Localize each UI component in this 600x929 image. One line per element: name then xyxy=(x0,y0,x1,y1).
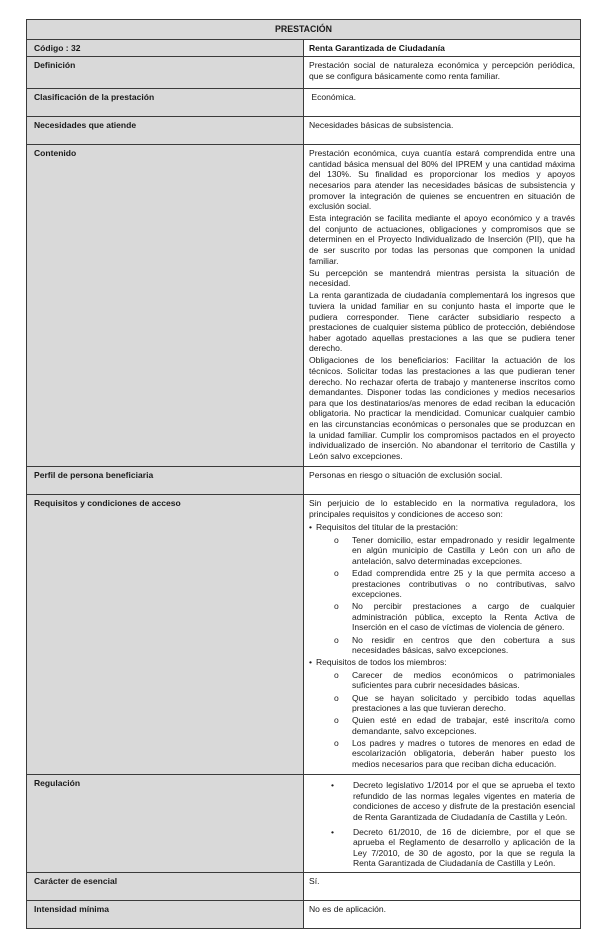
prestacion-table xyxy=(26,19,581,929)
requisitos-groups xyxy=(309,522,575,770)
definicion-value: Prestación social de naturaleza económica y percepción periódica, que se configura básicamente como renta familiar. xyxy=(304,57,581,89)
requisitos-label: Requisitos y condiciones de acceso xyxy=(27,494,304,774)
caracter-label: Carácter de esencial xyxy=(27,872,304,900)
perfil-value: Personas en riesgo o situación de exclusión social. xyxy=(304,466,581,494)
requisitos-group-title: Requisitos del titular de la prestación: xyxy=(316,522,459,533)
clasificacion-value xyxy=(304,89,581,117)
intensidad-label: Intensidad mínima xyxy=(27,900,304,928)
list-item: o Edad comprendida entre 25 y la que permita acceso a prestaciones contributivas o no contributivas, salvo excepciones. xyxy=(309,568,575,600)
list-item: • Decreto legislativo 1/2014 por el que se aprueba el texto refundido de las normas legales vigentes en materia de condiciones de acceso y disfrute de la prestación esencial de Renta Garantizada de Ciudadanía de Castilla y León. xyxy=(309,780,575,822)
requisitos-value xyxy=(304,494,581,774)
requisitos-group-titular xyxy=(309,522,575,656)
requisitos-group-miembros xyxy=(309,657,575,769)
codigo-value: Renta Garantizada de Ciudadanía xyxy=(304,39,581,57)
definicion-label: Definición xyxy=(27,57,304,89)
contenido-paragraph: Obligaciones de los beneficiarios: Facilitar la actuación de los técnicos. Solicitar todas las prestaciones a las que pudieran tener derecho. No rechazar oferta de trabajo y mantenerse inscritos como demandantes. Disponer todas las condiciones y medios necesarios para que los destinatarios/as menores de edad reciban la educación obligatoria. No practicar la mendicidad. Comunicar cualquier cambio en las circunstancias económicas o personales que se produzcan en la unidad familiar. Cumplir los compromisos pactados en el proyecto individualizado de inserción. No abandonar el territorio de Castilla y León salvo excepciones. xyxy=(309,355,575,461)
necesidades-label: Necesidades que atiende xyxy=(27,117,304,145)
list-item: • Decreto 61/2010, de 16 de diciembre, por el que se aprueba el Reglamento de desarrollo y aplicación de la Ley 7/2010, de 30 de agosto, por la que se regula la Renta Garantizada de Ciudadanía de Castilla y León. xyxy=(309,827,575,869)
necesidades-value: Necesidades básicas de subsistencia. xyxy=(304,117,581,145)
list-item: o Tener domicilio, estar empadronado y residir legalmente en algún municipio de Castilla y León con un año de antelación, salvo determinadas excepciones. xyxy=(309,535,575,567)
table-title: PRESTACIÓN xyxy=(27,20,581,40)
list-item: o Quien esté en edad de trabajar, esté inscrito/a como demandante, salvo excepciones. xyxy=(309,715,575,736)
list-item: o No residir en centros que den cobertura a sus necesidades básicas, salvo excepciones. xyxy=(309,635,575,656)
caracter-value: Sí. xyxy=(304,872,581,900)
perfil-label: Perfil de persona beneficiaria xyxy=(27,466,304,494)
requisitos-sublist xyxy=(309,535,575,656)
contenido-value xyxy=(304,145,581,467)
clasificacion-label: Clasificación de la prestación xyxy=(27,89,304,117)
list-item: o Carecer de medios económicos o patrimoniales suficientes para cubrir necesidades básicas. xyxy=(309,670,575,691)
prestacion-sheet xyxy=(26,19,581,929)
regulacion-list xyxy=(309,780,575,869)
clasificacion-text: Económica. xyxy=(311,92,357,103)
requisitos-intro: Sin perjuicio de lo establecido en la normativa reguladora, los principales requisitos y condiciones de acceso son: xyxy=(309,497,575,519)
list-item: o Los padres y madres o tutores de menores en edad de escolarización obligatoria, deberán haber puesto los medios necesarios para que reciban dicha educación. xyxy=(309,738,575,770)
list-item: o Que se hayan solicitado y percibido todas aquellas prestaciones a las que tuvieran derecho. xyxy=(309,693,575,714)
contenido-paragraph: Prestación económica, cuya cuantía estará comprendida entre una cantidad básica mensual del 80% del IPREM y una cantidad máxima del 130%. Su finalidad es proporcionar los medios y apoyos necesarios para atender las necesidades básicas de subsistencia y promover la integración de quienes se encuentren en situación de exclusión social. xyxy=(309,148,575,212)
contenido-paragraph: La renta garantizada de ciudadanía complementará los ingresos que tuviera la unidad familiar en su conjunto hasta el importe que le pudiera corresponder. Tiene carácter subsidiario respecto a prestaciones de cualquier sistema público de protección, debiéndose haber agotado aquellas prestaciones a las que se pudiera tener derecho. xyxy=(309,290,575,354)
contenido-paragraph: Su percepción se mantendrá mientras persista la situación de necesidad. xyxy=(309,267,575,289)
regulacion-value xyxy=(304,775,581,873)
codigo-label: Código : 32 xyxy=(27,39,304,57)
requisitos-sublist xyxy=(309,670,575,770)
regulacion-label: Regulación xyxy=(27,775,304,873)
list-item: o No percibir prestaciones a cargo de cualquier administración pública, excepto la Renta Activa de Inserción en el caso de víctimas de violencia de género. xyxy=(309,601,575,633)
intensidad-value: No es de aplicación. xyxy=(304,900,581,928)
contenido-paragraph: Esta integración se facilita mediante el apoyo económico y a través del conjunto de actuaciones, obligaciones y compromisos que se determinen en el Proyecto Individualizado de Inserción (PII), que ha de ser suscrito por todas las personas que componen la unidad familiar. xyxy=(309,213,575,266)
requisitos-group-title: Requisitos de todos los miembros: xyxy=(316,657,447,668)
contenido-label: Contenido xyxy=(27,145,304,467)
